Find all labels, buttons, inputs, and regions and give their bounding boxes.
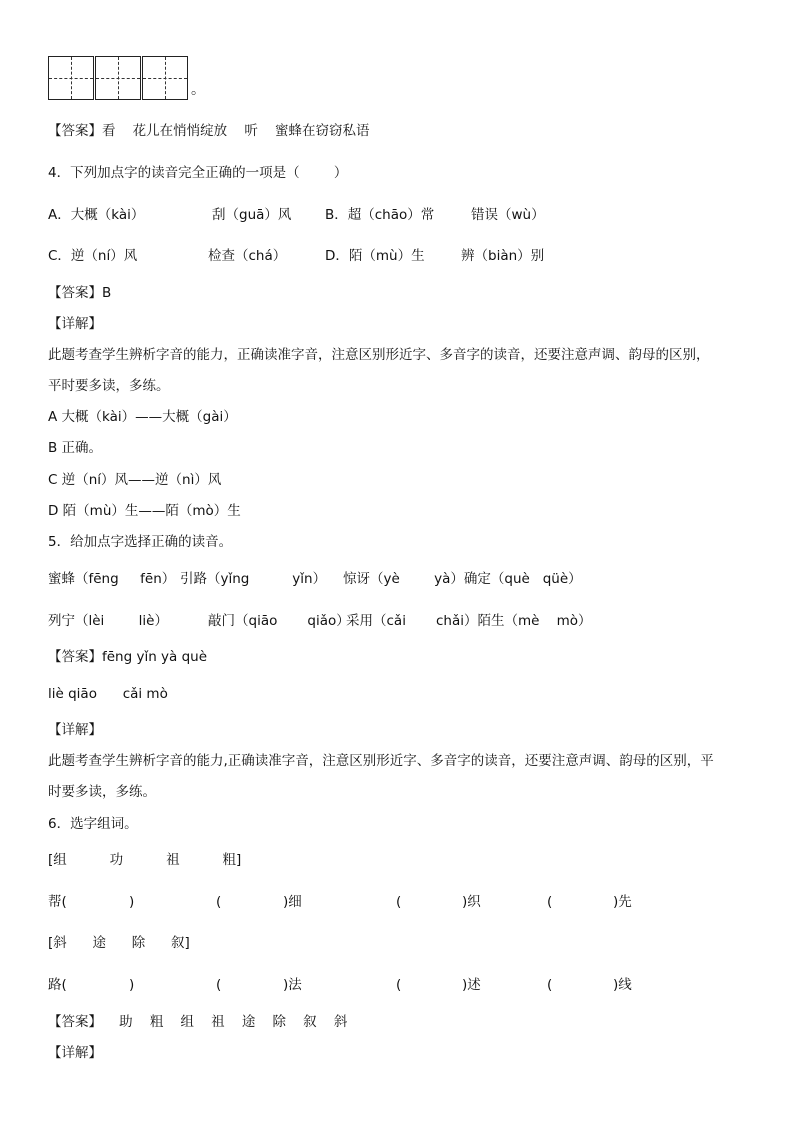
q4-option-b: B．超（chāo）常 <box>325 207 435 223</box>
q6-char-set-1: [组 功 祖 粗] <box>48 852 242 868</box>
q4-option-a: A．大概（kài） <box>48 207 145 223</box>
grid-cell <box>142 56 188 100</box>
q4-option-c: C．逆（ní）风 <box>48 248 138 264</box>
q4-option-d-2: 辨（biàn）别 <box>461 248 545 264</box>
q6-blank-close: )先 <box>613 894 632 910</box>
q4-detail-label: 【详解】 <box>48 316 102 332</box>
q5-item: 列宁（lèi liè） <box>48 613 168 629</box>
q6-char-set-2: [斜 途 除 叙] <box>48 935 190 951</box>
q4-detail-line: 此题考查学生辨析字音的能力，正确读准字音，注意区别形近字、多音字的读音，还要注意声调、韵母的区别， <box>48 347 710 363</box>
q6-question: 6．选字组词。 <box>48 816 138 832</box>
q6-blank-close: )细 <box>283 894 302 910</box>
q3-answer: 【答案】看 花儿在悄悄绽放 听 蜜蜂在窃窃私语 <box>48 123 370 139</box>
q6-blank-close: ) <box>129 894 135 910</box>
q5-item: 引路（yǐng yǐn） <box>180 571 327 587</box>
q6-blank-close: )述 <box>462 977 481 993</box>
q6-blank-open: ( <box>216 894 222 910</box>
q4-question: 4．下列加点字的读音完全正确的一项是（ ） <box>48 165 348 181</box>
grid-cell <box>48 56 94 100</box>
q6-blank-open: 路( <box>48 977 67 993</box>
q5-detail-line: 此题考查学生辨析字音的能力,正确读准字音，注意区别形近字、多音字的读音，还要注意声调、韵母的区别，平 <box>48 753 714 769</box>
q4-answer: 【答案】B <box>48 285 112 301</box>
q4-option-c-2: 检查（chá） <box>208 248 287 264</box>
grid-cell <box>95 56 141 100</box>
q4-detail-line: C 逆（ní）风——逆（nì）风 <box>48 472 222 488</box>
q5-item: 蜜蜂（fēng fēn） <box>48 571 176 587</box>
writing-grid <box>48 56 205 100</box>
q6-blank-open: ( <box>547 977 553 993</box>
q4-detail-line: D 陌（mù）生——陌（mò）生 <box>48 503 241 519</box>
q6-blank-open: ( <box>547 894 553 910</box>
q6-blank-close: ) <box>129 977 135 993</box>
q6-blank-close: )织 <box>462 894 481 910</box>
q5-item: 采用（cǎi chǎi）陌生（mè mò） <box>346 613 592 629</box>
q6-blank-close: )法 <box>283 977 302 993</box>
q4-option-a-2: 刮（guā）风 <box>212 207 292 223</box>
q6-blank-close: )线 <box>613 977 632 993</box>
q5-detail-line: 时要多读，多练。 <box>48 784 156 800</box>
q5-answer-line2: liè qiāo cǎi mò <box>48 686 168 702</box>
q4-option-b-2: 错误（wù） <box>471 207 545 223</box>
q6-blank-open: ( <box>396 894 402 910</box>
q6-answer: 【答案】 助 粗 组 祖 途 除 叙 斜 <box>48 1014 348 1030</box>
grid-end-punct: 。 <box>191 82 205 98</box>
q6-blank-open: ( <box>216 977 222 993</box>
q6-blank-open: 帮( <box>48 894 67 910</box>
q6-blank-open: ( <box>396 977 402 993</box>
q5-answer: 【答案】fēng yǐn yà què <box>48 649 208 665</box>
q5-item: 惊讶（yè yà）确定（què qüè） <box>343 571 582 587</box>
q4-detail-line: 平时要多读，多练。 <box>48 378 170 394</box>
q5-item: 敲门（qiāo qiǎo） <box>208 613 350 629</box>
q6-detail-label: 【详解】 <box>48 1045 102 1061</box>
q5-detail-label: 【详解】 <box>48 722 102 738</box>
q4-detail-line: B 正确。 <box>48 440 103 456</box>
q4-detail-line: A 大概（kài）——大概（gài） <box>48 409 237 425</box>
q4-option-d: D．陌（mù）生 <box>325 248 425 264</box>
q5-question: 5．给加点字选择正确的读音。 <box>48 534 233 550</box>
